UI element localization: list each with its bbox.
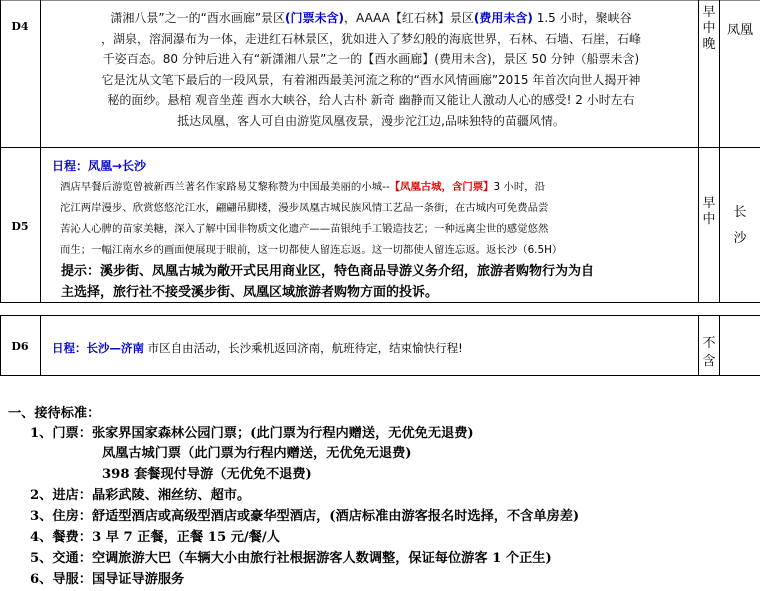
standard-label: 导服： xyxy=(52,572,92,587)
standard-num: 1、 xyxy=(30,426,53,441)
city-d4: 凤凰 xyxy=(726,23,753,38)
standard-item-tickets xyxy=(30,422,474,441)
d5-line-1-c: 3 小时，沿 xyxy=(493,181,545,193)
day-label-d5: D5 xyxy=(11,220,29,233)
standard-text: 晶彩武陵、湘丝纺、超市。 xyxy=(91,488,251,503)
d4-line-5: 秘的面纱。悬棺 观音坐莲 酉水大峡谷，给人古朴 新奇 幽静而又能让人激动人心的感受! 2 小时左右 xyxy=(107,93,635,108)
col-divider-3-d6 xyxy=(719,315,720,375)
meal-d4 xyxy=(699,5,719,53)
col-divider-1-top xyxy=(40,0,41,302)
standard-item-meals xyxy=(30,526,280,545)
col-divider-3-top xyxy=(719,0,720,302)
day-label-d6: D6 xyxy=(11,340,29,353)
d4-fee-note: (费用未含) xyxy=(473,11,533,25)
standard-text: 空调旅游大巴（车辆大小由旅行社根据游客人数调整，保证每位游客 1 个正生) xyxy=(91,551,552,566)
d5-description xyxy=(60,177,690,261)
standard-num: 5、 xyxy=(30,551,53,566)
meal-d5-text: 早中 xyxy=(702,196,716,227)
city-d5-text: 长沙 xyxy=(733,205,747,246)
left-border-top xyxy=(0,0,1,302)
d4-description xyxy=(50,8,692,132)
standard-label: 餐费： xyxy=(52,530,92,545)
d6-line xyxy=(52,340,463,356)
d4-line-3: 千姿百态。80 分钟后进入有“新潇湘八景”之一的【酉水画廊】(费用未含)，景区 50 分钟（船票未含) xyxy=(102,52,640,67)
meal-d6 xyxy=(699,336,719,370)
d6-text: 市区自由活动，长沙乘机返回济南，航班待定，结束愉快行程! xyxy=(147,341,463,355)
row-divider-d6-top xyxy=(0,315,760,316)
d5-line-1 xyxy=(60,177,690,198)
standard-text: 398 套餐现付导游（无优免不退费) xyxy=(102,467,312,482)
row-divider-d6-bottom xyxy=(0,375,760,376)
d5-tip-line-1: 提示：溪步街、凤凰古城为敞开式民用商业区，特色商品导游义务介绍，旅游者购物行为为自 xyxy=(61,264,595,279)
standard-num: 4、 xyxy=(30,530,53,545)
standards-heading: 一、接待标准： xyxy=(8,406,101,421)
meal-d6-line-1: 不 xyxy=(702,336,716,351)
standard-num: 2、 xyxy=(30,488,53,503)
standard-item-shops xyxy=(30,484,250,503)
standard-num: 3、 xyxy=(30,509,53,524)
day-label-d4: D4 xyxy=(11,20,29,33)
standard-text: 张家界国家森林公园门票；(此门票为行程内赠送，无优免无退费) xyxy=(91,426,474,441)
d5-old-town-ticket: 【凤凰古城，含门票】 xyxy=(389,181,494,193)
standard-text: 国导证导游服务 xyxy=(91,572,185,587)
d4-line-2: ，湖泉，溶洞瀑布为一体，走进红石林景区，犹如进入了梦幻般的海底世界，石林、石墙、石崖，石峰 xyxy=(100,31,641,46)
standard-text: 舒适型酒店或高级型酒店或豪华型酒店，(酒店标准由游客报名时选择，不含单房差) xyxy=(91,509,580,524)
standard-text: 3 早 7 正餐，正餐 15 元/餐/人 xyxy=(91,530,280,545)
d5-line-4: 而生；一幅江南水乡的画面便展现于眼前，这一切都使人留连忘返。这一切都使人留连忘返。返长沙（6.5H） xyxy=(60,244,563,256)
d6-schedule-title: 日程：长沙—济南 xyxy=(52,341,144,355)
d4-line-6: 抵达凤凰，客人可自由游览凤凰夜景，漫步沱江边,品味独特的苗疆风情。 xyxy=(177,113,565,128)
standard-num: 6、 xyxy=(30,572,53,587)
d5-line-1-a: 酒店早餐后游览曾被新西兰著名作家路易艾黎称赞为中国最美丽的小城-- xyxy=(60,181,390,193)
standard-label: 进店： xyxy=(52,488,92,503)
d5-schedule-title: 日程：凤凰→长沙 xyxy=(52,159,147,173)
d4-line-1 xyxy=(50,8,692,29)
row-divider-d4-d5 xyxy=(0,147,760,148)
standard-item-tickets-3 xyxy=(102,463,312,482)
d4-line-1-c: ，AAAA【红石林】景区 xyxy=(344,11,474,25)
table-top-border xyxy=(0,0,760,1)
standard-text: 凤凰古城门票（此门票为行程内赠送，无优免无退费) xyxy=(102,446,412,461)
d5-tip-line-2: 主选择，旅行社不接受溪步街、凤凰区域旅游者购物方面的投诉。 xyxy=(61,285,439,300)
d5-line-3: 苦沁人心脾的苗家美糖，深入了解中国非物质文化遗产——苗银纯手工锻造技艺；一种远离尘世的感觉悠然 xyxy=(60,223,549,235)
meal-d4-text: 早中晚 xyxy=(702,5,716,52)
d4-line-1-a: 潇湘八景”之一的“酉水画廊”景区 xyxy=(110,11,286,25)
city-d5 xyxy=(720,200,760,252)
meal-d5 xyxy=(699,196,719,228)
standard-label: 门票： xyxy=(52,426,92,441)
meal-d6-line-2: 含 xyxy=(702,354,716,369)
standard-label: 住房： xyxy=(52,509,92,524)
d4-line-4: 它是沈从文笔下最后的一段风景，有着湘西最美河流之称的“酉水风情画廊”2015 年首次向世人揭开神 xyxy=(101,72,641,87)
standard-item-lodging xyxy=(30,505,579,524)
standard-item-transport xyxy=(30,547,552,566)
d5-tip xyxy=(61,261,695,303)
d4-line-1-e: 1.5 小时，聚峡谷 xyxy=(536,11,632,25)
standard-item-guide xyxy=(30,568,184,587)
col-divider-1-d6 xyxy=(40,315,41,375)
d5-line-2: 沱江两岸漫步、欣赏悠悠沱江水，翩翩吊脚楼，漫步凤凰古城民族风情工艺品一条街，在古城内可免费品尝 xyxy=(60,202,549,214)
standard-label: 交通： xyxy=(52,551,92,566)
d4-ticket-note: (门票未含) xyxy=(285,11,345,25)
standard-item-tickets-2 xyxy=(102,442,412,461)
